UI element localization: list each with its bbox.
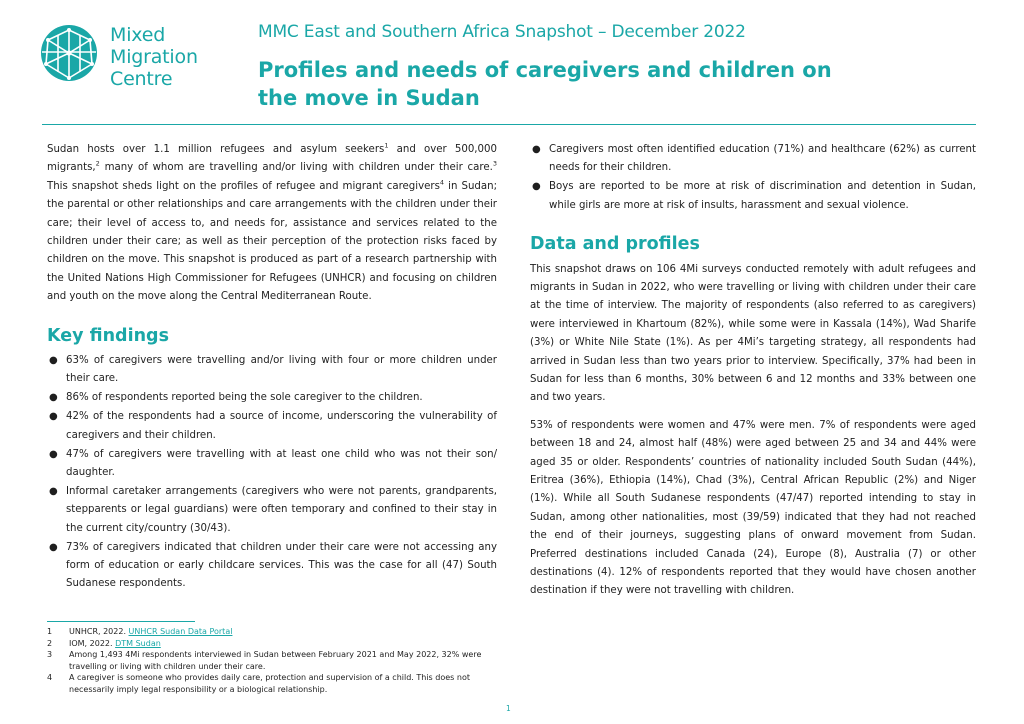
bullet-icon: ●: [49, 448, 58, 460]
logo-line-2: Migration: [110, 46, 198, 68]
logo-wordmark: [110, 24, 198, 90]
footnote-ref-4: 4: [439, 178, 445, 187]
bullet-icon: ●: [532, 181, 541, 193]
bullet-icon: ●: [49, 392, 58, 404]
page-title: [258, 56, 898, 112]
footnote-3: 3 Among 1,493 4Mi respondents interviewed in Sudan between February 2021 and May 2022, 32% were travelling or living with children under their care.: [47, 650, 482, 671]
footnote-1: 1 UNHCR, 2022. UNHCR Sudan Data Portal: [47, 627, 233, 636]
data-profiles-paragraph-2: 53% of respondents were women and 47% were men. 7% of respondents were aged between 18 and 24, almost half (48%) were aged between 25 and 34 and 44% were aged 35 or older. Respondents’ countries of nationality included South Sudan (44%), Eritrea (36%), Ethiopia (14%), Chad (3%), Central African Republic (2%) and Niger (1%). While all South Sudanese respondents (47/47) reported intending to stay in Sudan, among other nationalities, most (39/59) indicated that they had not reached the end of their journeys, suggesting plans of onward movement from Sudan. Preferred destinations included Canada (24), Europe (8), Australia (7) or other destinations (4). 12% of respondents reported that they would have chosen another destination if they were not travelling with children.: [530, 419, 976, 597]
header-divider: [42, 124, 976, 125]
logo-line-3: Centre: [110, 68, 173, 90]
intro-paragraph: Sudan hosts over 1.1 million refugees and asylum seekers$^1$ and over 500,000 migrants,$^2$ many of whom are travelling and/or living with children under their care.$^3$ This snapshot sheds light on the profiles of refugee and migrant caregivers$^4$ in Sudan; the parental or other relationships and care arrangements with the children under their care; their level of access to, and needs for, assistance and services related to the children under their care; as well as their perception of the protection risks faced by children on the move. This snapshot is produced as part of a research partnership with the United Nations High Commissioner for Refugees (UNHCR) and focusing on children and youth on the move along the Central Mediterranean Route.: [47, 141, 498, 303]
title-line-1: Profiles and needs of caregivers and children on: [258, 58, 832, 82]
footnote-ref-2: 2: [95, 160, 100, 169]
key-findings-list: [47, 352, 497, 594]
right-column: [530, 141, 976, 601]
report-kicker: MMC East and Southern Africa Snapshot – December 2022: [258, 22, 746, 42]
list-item: ● 73% of caregivers indicated that children under their care were not accessing any form of education or early childcare services. This was the case for all (47) South Sudanese respondents.: [47, 539, 497, 594]
page-number: 1: [506, 704, 511, 713]
bullet-icon: ●: [49, 485, 58, 497]
footnote-2: 2 IOM, 2022. DTM Sudan: [47, 638, 161, 648]
list-item: ● Boys are reported to be more at risk of discrimination and detention in Sudan, while girls are more at risk of insults, harassment and sexual violence.: [530, 178, 976, 215]
data-profiles-paragraph-1: This snapshot draws on 106 4Mi surveys conducted remotely with adult refugees and migrants in Sudan in 2022, who were travelling or living with children under their care at the time of interview. The majority of respondents (also referred to as caregivers) were interviewed in Khartoum (82%), while some were in Kassala (14%), Wad Sharife (3%) or White Nile State (1%). As per 4Mi’s targeting strategy, all respondents had arrived in Sudan less than two years prior to interview. Specifically, 37% had been in Sudan for less than 6 months, 30% between 6 and 12 months and 33% between one and two years.: [530, 263, 976, 404]
data-profiles-heading: Data and profiles: [530, 234, 700, 255]
footnote-ref-3: 3: [492, 160, 497, 169]
list-item: ● 63% of caregivers were travelling and/or living with four or more children under their care.: [47, 352, 497, 389]
footnote-number: 1: [47, 627, 53, 636]
list-item: ● 86% of respondents reported being the sole caregiver to the children.: [47, 389, 497, 407]
bullet-icon: ●: [532, 144, 541, 155]
list-item: ● Caregivers most often identified education (71%) and healthcare (62%) as current needs for their children.: [530, 141, 976, 178]
logo-line-1: Mixed: [110, 24, 166, 46]
footnote-divider: [47, 621, 195, 622]
footnote-number: 2: [47, 638, 53, 648]
footnote-4: 4 A caregiver is someone who provides daily care, protection and supervision of a child. This does not necessarily imply legal responsibility or a biological relationship.: [47, 673, 470, 694]
unhcr-sudan-data-portal-link[interactable]: UNHCR Sudan Data Portal: [128, 627, 233, 636]
list-item: ● 47% of caregivers were travelling with at least one child who was not their son/ daughter.: [47, 446, 497, 483]
list-item: ● 42% of the respondents had a source of income, underscoring the vulnerability of caregivers and their children.: [47, 408, 497, 445]
list-item: ● Informal caretaker arrangements (caregivers who were not parents, grandparents, stepparents or legal guardians) were often temporary and confined to their stay in the current city/country (30/43).: [47, 483, 497, 538]
footnote-number: 3: [47, 650, 53, 660]
footnote-ref-1: 1: [384, 141, 389, 150]
bullet-icon: ●: [49, 541, 58, 553]
title-line-2: the move in Sudan: [258, 86, 480, 110]
footnotes: [47, 626, 497, 696]
left-column: [47, 141, 497, 594]
key-findings-heading: Key findings: [47, 325, 169, 346]
bullet-icon: ●: [49, 355, 58, 367]
footnote-number: 4: [47, 673, 53, 683]
globe-network-icon: [38, 22, 100, 84]
key-findings-list-continued: [530, 141, 976, 215]
bullet-icon: ●: [49, 411, 58, 423]
mmc-logo: [38, 18, 218, 98]
dtm-sudan-link[interactable]: DTM Sudan: [115, 638, 161, 648]
